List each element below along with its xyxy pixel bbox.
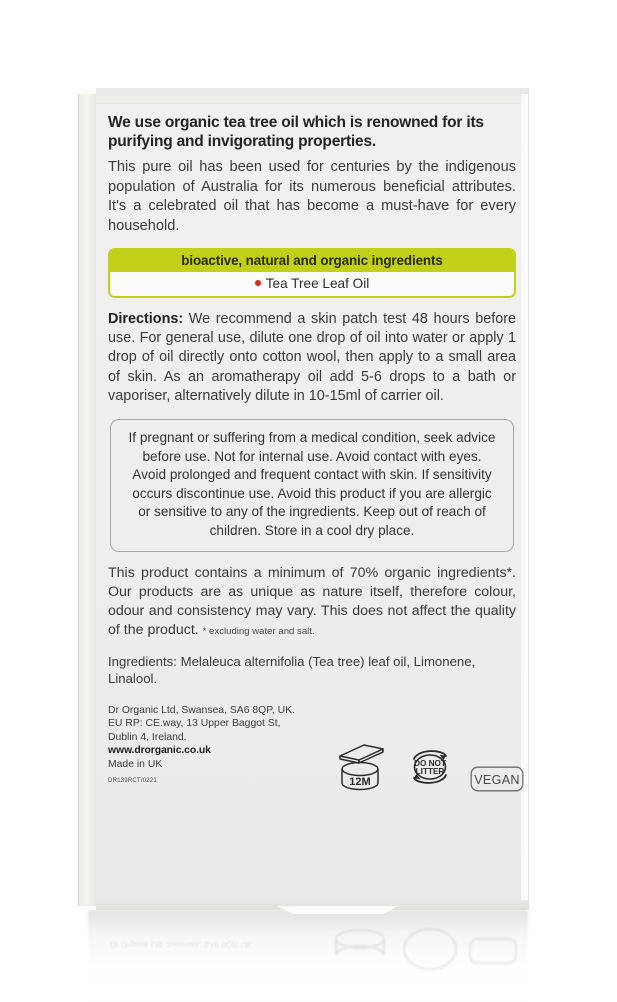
symbols-row — [334, 740, 524, 792]
batch-code: DR139RCT/0221 — [108, 776, 157, 784]
label-content — [108, 114, 520, 790]
directions-paragraph — [108, 310, 516, 406]
reflection-text-ghost — [110, 916, 410, 950]
directions-label: Directions: — [108, 311, 184, 327]
footer-block — [108, 704, 520, 790]
country-of-origin: Made in UK — [108, 758, 163, 770]
carton-base-notch — [278, 906, 398, 914]
bullet-dot-icon — [255, 280, 261, 286]
reflection-address: Dr Organic Ltd, Swansea, SA6 8QP, UK. — [110, 940, 254, 949]
reflection-symbols-ghost — [330, 915, 520, 985]
do-not-litter-line-2: LITTER — [415, 766, 445, 776]
do-not-litter-line-1: DO NOT — [414, 758, 446, 768]
address-line-2: EU RP: CE.way, 13 Upper Baggot St, — [108, 718, 281, 730]
carton-reflection — [88, 910, 528, 1002]
vegan-badge-icon — [470, 766, 524, 792]
address-line-1: Dr Organic Ltd, Swansea, SA6 8QP, UK. — [108, 704, 295, 716]
do-not-litter-icon — [405, 742, 455, 792]
address-line-3: Dublin 4, Ireland. — [108, 731, 187, 743]
directions-text: We recommend a skin patch test 48 hours before use. For general use, dilute one drop of oil into water or apply 1 drop of oil directly onto cotton wool, then apply to a small area of skin. As an aromatherapy oil add 5-6 drops to a bath or vaporiser, alternatively dilute in 10-15ml of carrier oil. — [108, 311, 516, 404]
ingredients-banner-body — [110, 272, 514, 296]
intro-paragraph: This pure oil has been used for centuries by the indigenous population of Australia for its numerous beneficial attributes. It's a celebrated oil that has become a must-have for every household. — [108, 159, 516, 234]
organic-footnote: * excluding water and salt. — [202, 625, 315, 637]
pao-label: 12M — [349, 775, 371, 788]
organic-note-text: This product contains a minimum of 70% organic ingredients*. Our products are as unique as nature itself, therefore colour, odour and consistency may vary. This does not affect the quality of the product. — [108, 564, 516, 638]
ingredients-list — [108, 653, 516, 688]
period-after-opening-icon — [334, 740, 390, 792]
carton-top-crease — [96, 88, 528, 104]
vegan-label: VEGAN — [474, 772, 520, 787]
ingredients-list-label: Ingredients: — [108, 653, 177, 669]
product-carton — [78, 88, 528, 912]
organic-note — [108, 564, 516, 641]
ingredients-banner-title: bioactive, natural and organic ingredients — [110, 250, 514, 272]
ingredients-banner — [108, 248, 516, 298]
website-url[interactable]: www.drorganic.co.uk — [108, 745, 211, 757]
warning-box: If pregnant or suffering from a medical condition, seek advice before use. Not for internal use. Avoid contact with eyes. Avoid prolonged and frequent contact with skin. If sensitivity occurs discontinue use. Avoid this product if you are allergic or sensitive to any of the ingredients. Keep out of reach of children. Store in a cool dry place. — [110, 419, 514, 552]
headline: We use organic tea tree oil which is renowned for its purifying and invigorating properties. — [108, 114, 484, 150]
carton-side-panel — [78, 94, 97, 906]
ingredients-banner-item: Tea Tree Leaf Oil — [265, 276, 370, 291]
ingredients-list-text: Melaleuca alternifolia (Tea tree) leaf oil, Limonene, Linalool. — [108, 653, 476, 687]
